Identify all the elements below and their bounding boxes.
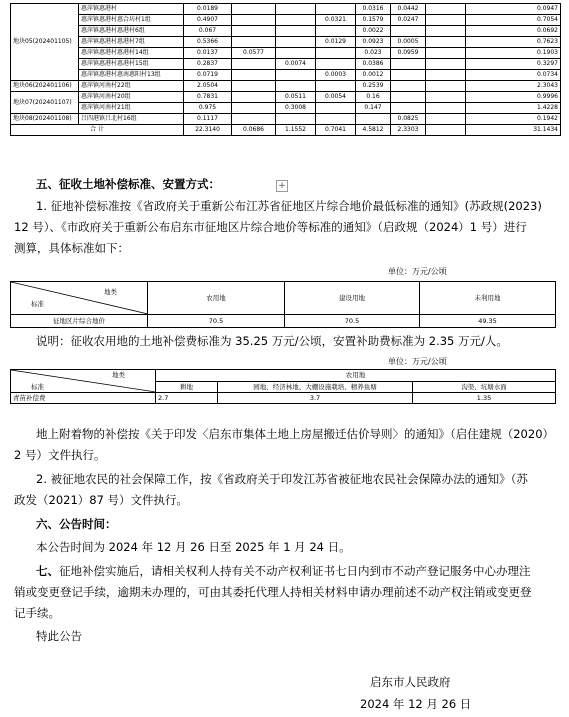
value-cell: 1.4228 <box>466 103 561 114</box>
parcel-name-cell: 吕四港镇吕北村16组 <box>79 114 184 125</box>
value-cell <box>232 37 276 48</box>
note-line: 说明：征收农用地的土地补偿费标准为 35.25 万元/公顷，安置补助费标准为 2.35 万元/人。 <box>36 334 508 348</box>
value-cell <box>426 114 466 125</box>
value-cell: 0.2837 <box>184 59 232 70</box>
value-cell <box>391 103 426 114</box>
value-cell: 0.1117 <box>184 114 232 125</box>
value-cell: 0.0189 <box>184 4 232 15</box>
value-cell: 0.9996 <box>466 92 561 103</box>
value-cell: 0.3008 <box>276 103 316 114</box>
row-label: 青苗补偿费 <box>11 393 156 404</box>
value-cell <box>391 26 426 37</box>
value-cell: 0.0923 <box>356 37 391 48</box>
value-cell <box>426 4 466 15</box>
table-cell: 1.35 <box>413 393 556 404</box>
value-cell: 0.7623 <box>466 37 561 48</box>
crop-compensation-table <box>10 369 556 404</box>
paragraph-line: 地上附着物的补偿按《关于印发〈启东市集体土地上房屋搬迁估价导则〉的通知》（启住建规（2020） <box>36 427 555 441</box>
value-cell: 0.0003 <box>316 70 356 81</box>
value-cell: 0.1579 <box>356 15 391 26</box>
issuer-name: 启东市人民政府 <box>370 675 451 689</box>
total-value-cell: 31.1434 <box>466 125 561 136</box>
parcel-name-cell: 惠萍镇河南村22组 <box>79 81 184 92</box>
column-header: 园地、经济林地、大棚设施栽培、精养鱼塘 <box>218 381 413 393</box>
diag-top-label: 地类 <box>112 371 125 379</box>
total-value-cell: 0.7041 <box>316 125 356 136</box>
table-row <box>11 59 561 70</box>
table-row <box>11 48 561 59</box>
value-cell <box>391 59 426 70</box>
value-cell: 0.0012 <box>356 70 391 81</box>
parcel-name-cell: 惠萍镇河南村21组 <box>79 103 184 114</box>
parcel-group-cell: 地块06(202401106) <box>11 81 79 92</box>
value-cell <box>232 15 276 26</box>
value-cell <box>316 114 356 125</box>
column-header: 建设用地 <box>285 282 420 315</box>
parcel-name-cell: 惠萍镇惠港村惠港村7组 <box>79 37 184 48</box>
column-header: 未利用地 <box>420 282 556 315</box>
row-label: 征地区片综合地价 <box>11 315 148 328</box>
unit-label: 单位：万元/公顷 <box>388 267 447 276</box>
table-cell: 70.5 <box>285 315 420 328</box>
value-cell <box>316 4 356 15</box>
value-cell <box>276 48 316 59</box>
value-cell <box>232 81 276 92</box>
section7-text: 征地补偿实施后，请相关权利人持有关不动产权利证书七日内到市不动产登记服务中心办理注 <box>59 564 531 578</box>
value-cell <box>316 59 356 70</box>
value-cell: 0.0074 <box>276 59 316 70</box>
value-cell <box>276 70 316 81</box>
table-cell: 49.35 <box>420 315 556 328</box>
section7-label: 七、 <box>36 564 59 578</box>
paragraph-line: 12 号）、《市政府关于重新公布启东市征地区片综合地价等标准的通知》（启政规（2024）1 号）进行 <box>14 220 527 234</box>
value-cell: 0.0247 <box>391 15 426 26</box>
table-row <box>11 26 561 37</box>
value-cell <box>232 59 276 70</box>
value-cell <box>276 114 316 125</box>
value-cell <box>232 103 276 114</box>
value-cell <box>232 4 276 15</box>
value-cell: 0.0321 <box>316 15 356 26</box>
table-row <box>11 92 561 103</box>
value-cell: 0.5366 <box>184 37 232 48</box>
total-value-cell: 2.3303 <box>391 125 426 136</box>
parcel-group-cell: 地块07(202401107) <box>11 92 79 114</box>
table-row <box>11 4 561 15</box>
parcel-name-cell: 惠萍镇惠港村惠港村14组 <box>79 48 184 59</box>
diag-top-label: 地类 <box>104 288 117 296</box>
total-value-cell: 0.0686 <box>232 125 276 136</box>
total-value-cell: 1.1552 <box>276 125 316 136</box>
value-cell: 0.0022 <box>356 26 391 37</box>
total-value-cell: 22.3140 <box>184 125 232 136</box>
value-cell: 0.0316 <box>356 4 391 15</box>
diagonal-header-cell <box>11 282 148 315</box>
value-cell: 0.0442 <box>391 4 426 15</box>
value-cell <box>391 70 426 81</box>
value-cell <box>391 92 426 103</box>
column-header: 耕地 <box>156 381 218 393</box>
diagonal-header-cell <box>11 370 156 393</box>
value-cell <box>426 26 466 37</box>
column-header: 沟渠、坑塘水面 <box>413 381 556 393</box>
value-cell: 0.7831 <box>184 92 232 103</box>
value-cell <box>316 26 356 37</box>
paragraph-line <box>36 561 531 582</box>
value-cell <box>356 114 391 125</box>
table-row <box>11 103 561 114</box>
parcel-group-cell: 地块05(202401105) <box>11 4 79 81</box>
value-cell: 0.0719 <box>184 70 232 81</box>
value-cell: 0.0386 <box>356 59 391 70</box>
value-cell <box>232 114 276 125</box>
value-cell: 0.023 <box>356 48 391 59</box>
value-cell: 0.0825 <box>391 114 426 125</box>
diag-bottom-label: 标准 <box>31 300 44 308</box>
value-cell <box>232 92 276 103</box>
value-cell <box>391 81 426 92</box>
parcel-name-cell: 惠萍镇惠港村惠港村15组 <box>79 59 184 70</box>
value-cell <box>276 81 316 92</box>
value-cell: 0.0947 <box>466 4 561 15</box>
value-cell: 0.067 <box>184 26 232 37</box>
value-cell <box>426 48 466 59</box>
section5-title: 五、征收土地补偿标准、安置方式： <box>36 177 220 191</box>
paragraph-line: 记手续。 <box>14 606 60 620</box>
parcel-name-cell: 惠萍镇惠港村惠港村6组 <box>79 26 184 37</box>
section6-title: 六、公告时间： <box>36 517 117 531</box>
unit-label: 单位：万元/公顷 <box>388 357 447 366</box>
parcel-name-cell: 惠萍镇河南村20组 <box>79 92 184 103</box>
value-cell: 0.16 <box>356 92 391 103</box>
value-cell <box>426 15 466 26</box>
value-cell: 0.1903 <box>466 48 561 59</box>
table-row <box>11 70 561 81</box>
value-cell: 0.4907 <box>184 15 232 26</box>
paragraph-line: 销或变更登记手续，逾期未办理的，可由其委托代理人持相关材料申请办理前述不动产权注销或变更登 <box>14 585 532 599</box>
table-row <box>11 37 561 48</box>
value-cell: 0.0511 <box>276 92 316 103</box>
value-cell: 0.0129 <box>316 37 356 48</box>
value-cell <box>426 103 466 114</box>
value-cell: 0.147 <box>356 103 391 114</box>
parcel-group-cell: 地块08(202401108) <box>11 114 79 125</box>
parcel-name-cell: 惠萍镇惠港村惠合坊村1组 <box>79 15 184 26</box>
paragraph-line: 测算，具体标准如下： <box>14 241 129 255</box>
value-cell: 0.2539 <box>356 81 391 92</box>
land-price-table <box>10 281 556 328</box>
value-cell <box>316 103 356 114</box>
value-cell: 2.3043 <box>466 81 561 92</box>
value-cell <box>426 81 466 92</box>
parcel-name-cell: 惠萍镇惠港村 <box>79 4 184 15</box>
value-cell <box>316 48 356 59</box>
issue-date: 2024 年 12 月 26 日 <box>360 697 472 711</box>
paragraph-line: 本公告时间为 2024 年 12 月 26 日至 2025 年 1 月 24 日。 <box>36 540 351 554</box>
total-value-cell: 4.5812 <box>356 125 391 136</box>
total-value-cell <box>426 125 466 136</box>
value-cell: 0.0734 <box>466 70 561 81</box>
value-cell <box>426 37 466 48</box>
value-cell <box>232 26 276 37</box>
value-cell: 0.7054 <box>466 15 561 26</box>
paragraph-line: 2. 被征地农民的社会保障工作，按《省政府关于印发江苏省被征地农民社会保障办法的通知》（苏 <box>36 472 528 486</box>
value-cell <box>276 15 316 26</box>
table-add-row-icon[interactable]: + <box>276 180 288 192</box>
value-cell <box>426 70 466 81</box>
table-cell: 3.7 <box>218 393 413 404</box>
value-cell: 0.1942 <box>466 114 561 125</box>
total-label: 合 计 <box>11 125 184 136</box>
value-cell <box>276 4 316 15</box>
value-cell <box>276 26 316 37</box>
value-cell: 2.0504 <box>184 81 232 92</box>
value-cell <box>232 70 276 81</box>
value-cell: 0.0577 <box>232 48 276 59</box>
paragraph-line: 1. 征地补偿标准按《省政府关于重新公布江苏省征地区片综合地价最低标准的通知》(苏政规(2023) <box>36 199 542 213</box>
paragraph-line: 政发（2021）87 号）文件执行。 <box>14 493 189 507</box>
table-cell: 70.5 <box>148 315 285 328</box>
table-cell: 2.7 <box>156 393 218 404</box>
table-row <box>11 114 561 125</box>
value-cell <box>426 92 466 103</box>
value-cell: 0.0959 <box>391 48 426 59</box>
value-cell: 0.0692 <box>466 26 561 37</box>
value-cell <box>426 59 466 70</box>
value-cell: 0.0005 <box>391 37 426 48</box>
total-row <box>11 125 561 136</box>
value-cell: 0.0137 <box>184 48 232 59</box>
group-header: 农用地 <box>156 370 556 382</box>
table-row <box>11 81 561 92</box>
parcel-area-table <box>10 3 561 136</box>
diag-bottom-label: 标准 <box>31 383 44 391</box>
value-cell <box>316 81 356 92</box>
value-cell: 0.3297 <box>466 59 561 70</box>
paragraph-line: 2 号）文件执行。 <box>14 448 106 462</box>
parcel-name-cell: 惠萍镇惠港村惠南惠阳村13组 <box>79 70 184 81</box>
value-cell: 0.975 <box>184 103 232 114</box>
value-cell <box>276 37 316 48</box>
table-row <box>11 15 561 26</box>
value-cell: 0.0054 <box>316 92 356 103</box>
column-header: 农用地 <box>148 282 285 315</box>
closing-text: 特此公告 <box>36 629 82 643</box>
